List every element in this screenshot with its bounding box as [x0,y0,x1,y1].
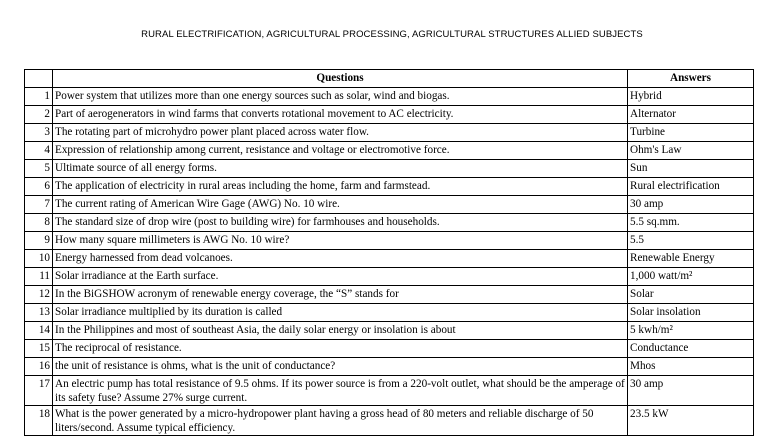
row-number: 4 [25,142,53,160]
answer-cell: Mhos [628,358,754,376]
table-row [25,340,754,358]
table-row [25,160,754,178]
answer-cell: Hybrid [628,88,754,106]
table-row [25,106,754,124]
answer-cell: 5.5 [628,232,754,250]
header-num [25,70,53,88]
row-number: 11 [25,268,53,286]
row-number: 16 [25,358,53,376]
table-row [25,124,754,142]
row-number: 15 [25,340,53,358]
table-row [25,358,754,376]
answer-cell: 5.5 sq.mm. [628,214,754,232]
question-cell: In the BiGSHOW acronym of renewable energy coverage, the “S” stands for [53,286,628,304]
table-row [25,232,754,250]
question-cell: In the Philippines and most of southeast Asia, the daily solar energy or insolation is about [53,322,628,340]
row-number: 5 [25,160,53,178]
question-cell: The reciprocal of resistance. [53,340,628,358]
question-cell: Solar irradiance multiplied by its duration is called [53,304,628,322]
row-number: 9 [25,232,53,250]
table-row [25,214,754,232]
row-number: 10 [25,250,53,268]
question-cell: Ultimate source of all energy forms. [53,160,628,178]
table-row [25,88,754,106]
answer-cell: Sun [628,160,754,178]
row-number: 8 [25,214,53,232]
question-cell: How many square millimeters is AWG No. 10 wire? [53,232,628,250]
question-cell: The rotating part of microhydro power plant placed across water flow. [53,124,628,142]
row-number: 3 [25,124,53,142]
row-number: 6 [25,178,53,196]
table-row [25,178,754,196]
table-row [25,286,754,304]
answer-cell: Alternator [628,106,754,124]
header-answers: Answers [628,70,754,88]
row-number: 2 [25,106,53,124]
table-row [25,322,754,340]
row-number: 18 [25,406,53,436]
answer-cell: 1,000 watt/m² [628,268,754,286]
question-cell: Solar irradiance at the Earth surface. [53,268,628,286]
answer-cell: Renewable Energy [628,250,754,268]
header-questions: Questions [53,70,628,88]
row-number: 13 [25,304,53,322]
question-cell: What is the power generated by a micro-hydropower plant having a gross head of 80 meters and reliable discharge of 50 liters/second. Assume typical efficiency. [53,406,628,436]
answer-cell: Ohm's Law [628,142,754,160]
document-title: RURAL ELECTRIFICATION, AGRICULTURAL PROCESSING, AGRICULTURAL STRUCTURES ALLIED SUBJECTS [141,29,643,40]
question-cell: the unit of resistance is ohms, what is the unit of conductance? [53,358,628,376]
answer-cell: Conductance [628,340,754,358]
row-number: 12 [25,286,53,304]
row-number: 7 [25,196,53,214]
row-number: 1 [25,88,53,106]
answer-cell: Rural electrification [628,178,754,196]
question-cell: Part of aerogenerators in wind farms that converts rotational movement to AC electricity. [53,106,628,124]
answer-cell: 30 amp [628,196,754,214]
table-row [25,406,754,436]
answer-cell: 5 kwh/m² [628,322,754,340]
question-cell: Expression of relationship among current, resistance and voltage or electromotive force. [53,142,628,160]
answer-cell: Solar insolation [628,304,754,322]
question-cell: The application of electricity in rural areas including the home, farm and farmstead. [53,178,628,196]
answer-cell: 30 amp [628,376,754,406]
table-row [25,304,754,322]
questions-table [24,69,754,436]
answer-cell: Turbine [628,124,754,142]
table-row [25,250,754,268]
table-row [25,376,754,406]
question-cell: The current rating of American Wire Gage (AWG) No. 10 wire. [53,196,628,214]
question-cell: Energy harnessed from dead volcanoes. [53,250,628,268]
table-row [25,196,754,214]
table-row [25,268,754,286]
question-cell: An electric pump has total resistance of 9.5 ohms. If its power source is from a 220-volt outlet, what should be the amperage of its safety fuse? Assume 27% surge current. [53,376,628,406]
table-header-row [25,70,754,88]
question-cell: Power system that utilizes more than one energy sources such as solar, wind and biogas. [53,88,628,106]
row-number: 17 [25,376,53,406]
question-cell: The standard size of drop wire (post to building wire) for farmhouses and households. [53,214,628,232]
answer-cell: Solar [628,286,754,304]
table-row [25,142,754,160]
answer-cell: 23.5 kW [628,406,754,436]
row-number: 14 [25,322,53,340]
